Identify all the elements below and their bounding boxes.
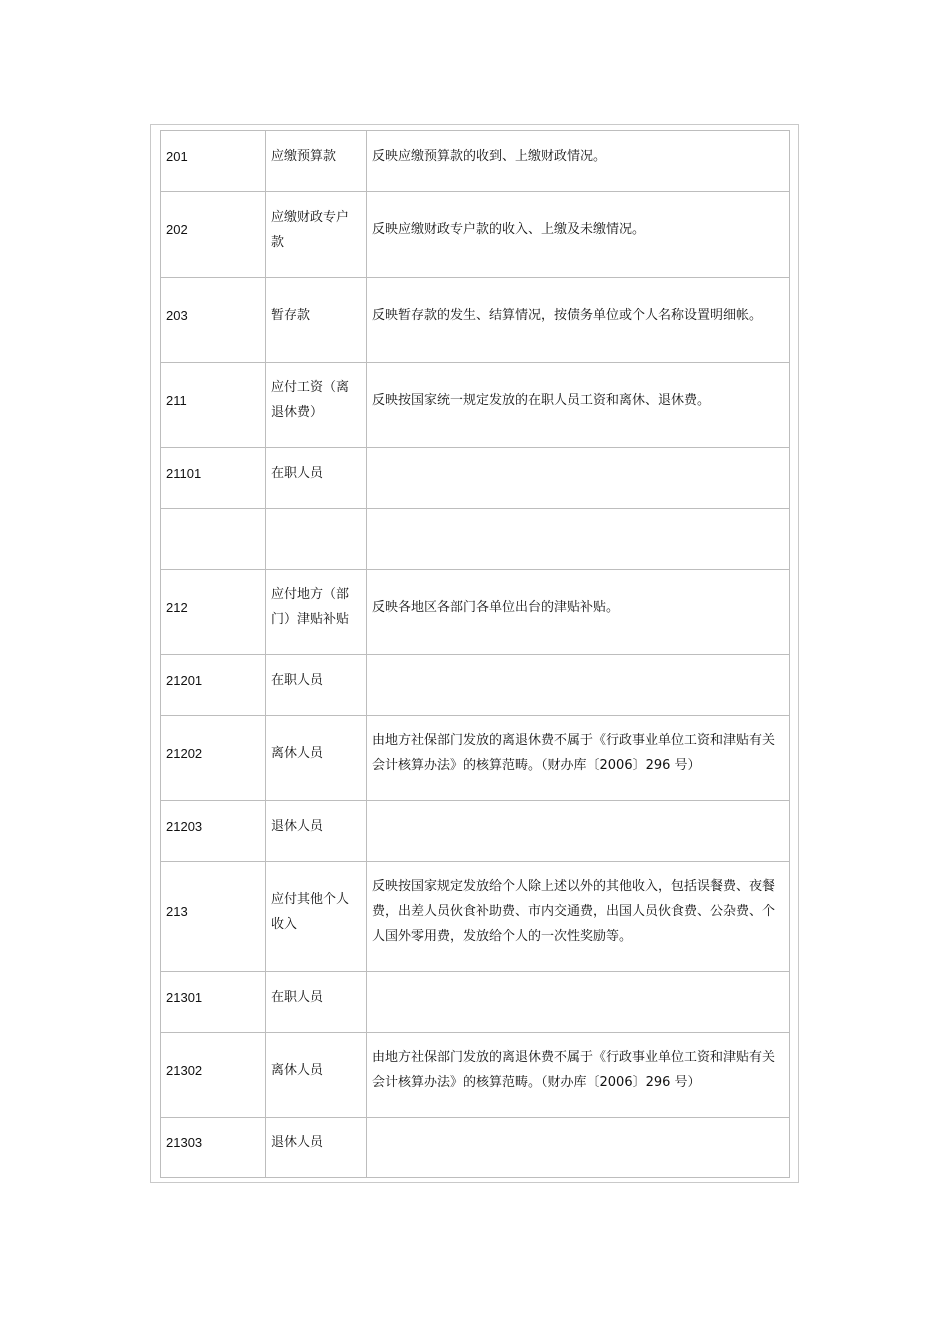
account-code-text: 21202 bbox=[166, 745, 203, 761]
account-code-text: 21301 bbox=[166, 989, 203, 1005]
account-description-text: 由地方社保部门发放的离退休费不属于《行政事业单位工资和津贴有关会计核算办法》的核算范畴。（财办库〔2006〕296 号） bbox=[372, 1050, 776, 1090]
account-description bbox=[367, 1033, 790, 1118]
account-code bbox=[161, 1033, 266, 1118]
account-code bbox=[161, 131, 266, 192]
account-name-text: 离休人员 bbox=[271, 1062, 324, 1078]
account-name-text: 应缴预算款 bbox=[271, 148, 337, 164]
account-name-text: 应缴财政专户款 bbox=[271, 209, 350, 250]
account-description bbox=[367, 655, 790, 716]
account-code-text: 21101 bbox=[166, 465, 202, 481]
account-name bbox=[266, 278, 367, 363]
table-row bbox=[161, 131, 790, 192]
account-description bbox=[367, 716, 790, 801]
account-name-text: 在职人员 bbox=[271, 465, 324, 481]
table-row bbox=[161, 509, 790, 570]
account-description bbox=[367, 862, 790, 972]
account-code-text: 213 bbox=[166, 904, 188, 919]
account-name bbox=[266, 972, 367, 1033]
account-name bbox=[266, 131, 367, 192]
account-code-text: 212 bbox=[166, 599, 188, 615]
account-code bbox=[161, 1118, 266, 1178]
account-name bbox=[266, 716, 367, 801]
account-description-text: 由地方社保部门发放的离退休费不属于《行政事业单位工资和津贴有关会计核算办法》的核算范畴。（财办库〔2006〕296 号） bbox=[372, 733, 776, 773]
account-name-text: 应付工资（离退休费） bbox=[271, 380, 350, 420]
account-code bbox=[161, 363, 266, 448]
account-name bbox=[266, 801, 367, 862]
account-name bbox=[266, 1118, 367, 1178]
table-row bbox=[161, 363, 790, 448]
table-row bbox=[161, 801, 790, 862]
account-name bbox=[266, 862, 367, 972]
account-description bbox=[367, 801, 790, 862]
account-code bbox=[161, 509, 266, 570]
table-row bbox=[161, 972, 790, 1033]
account-code-text: 203 bbox=[166, 307, 188, 323]
account-code-text: 211 bbox=[166, 392, 187, 408]
account-name-text: 暂存款 bbox=[271, 307, 311, 323]
account-description bbox=[367, 1118, 790, 1178]
account-name-text: 离休人员 bbox=[271, 745, 324, 761]
account-code-text: 21302 bbox=[166, 1062, 203, 1078]
account-name bbox=[266, 448, 367, 509]
account-code bbox=[161, 655, 266, 716]
account-description bbox=[367, 509, 790, 570]
account-name bbox=[266, 192, 367, 278]
table-row bbox=[161, 1033, 790, 1118]
account-code bbox=[161, 570, 266, 655]
account-description bbox=[367, 131, 790, 192]
account-name bbox=[266, 363, 367, 448]
table-row bbox=[161, 278, 790, 363]
account-name-text: 退休人员 bbox=[271, 1135, 324, 1150]
table-row bbox=[161, 862, 790, 972]
account-code bbox=[161, 448, 266, 509]
account-description bbox=[367, 448, 790, 509]
account-name bbox=[266, 655, 367, 716]
account-name-text: 在职人员 bbox=[271, 989, 324, 1005]
account-description-text: 反映应缴财政专户款的收入、上缴及未缴情况。 bbox=[372, 222, 646, 237]
table-row bbox=[161, 192, 790, 278]
account-code-table bbox=[160, 130, 790, 1178]
account-description-text: 反映应缴预算款的收到、上缴财政情况。 bbox=[372, 148, 607, 164]
table-row bbox=[161, 716, 790, 801]
account-description bbox=[367, 972, 790, 1033]
account-code-text: 21201 bbox=[166, 672, 203, 688]
account-description bbox=[367, 570, 790, 655]
account-name-text: 应付其他个人收入 bbox=[271, 891, 350, 932]
account-name-text: 退休人员 bbox=[271, 818, 324, 834]
account-name bbox=[266, 509, 367, 570]
account-code bbox=[161, 716, 266, 801]
table-row bbox=[161, 655, 790, 716]
account-code-text: 201 bbox=[166, 148, 188, 164]
account-description-text: 反映按国家统一规定发放的在职人员工资和离休、退休费。 bbox=[372, 392, 711, 408]
account-name-text: 在职人员 bbox=[271, 672, 324, 688]
account-description-text: 反映按国家规定发放给个人除上述以外的其他收入，包括误餐费、夜餐费，出差人员伙食补助费、市内交通费，出国人员伙食费、公杂费、个人国外零用费，发放给个人的一次性奖励等。 bbox=[372, 879, 776, 944]
table-row bbox=[161, 448, 790, 509]
account-description bbox=[367, 278, 790, 363]
table-row bbox=[161, 1118, 790, 1178]
account-code-text: 21303 bbox=[166, 1135, 203, 1150]
account-name bbox=[266, 570, 367, 655]
account-description bbox=[367, 363, 790, 448]
account-code bbox=[161, 801, 266, 862]
account-name bbox=[266, 1033, 367, 1118]
account-description-text: 反映各地区各部门各单位出台的津贴补贴。 bbox=[372, 599, 620, 615]
table-row bbox=[161, 570, 790, 655]
account-code-text: 21203 bbox=[166, 818, 203, 834]
account-code bbox=[161, 972, 266, 1033]
account-code bbox=[161, 192, 266, 278]
account-description bbox=[367, 192, 790, 278]
account-description-text: 反映暂存款的发生、结算情况，按债务单位或个人名称设置明细帐。 bbox=[372, 307, 763, 323]
account-name-text: 应付地方（部门）津贴补贴 bbox=[271, 587, 350, 627]
account-code-text: 202 bbox=[166, 222, 188, 237]
account-code bbox=[161, 278, 266, 363]
account-code bbox=[161, 862, 266, 972]
